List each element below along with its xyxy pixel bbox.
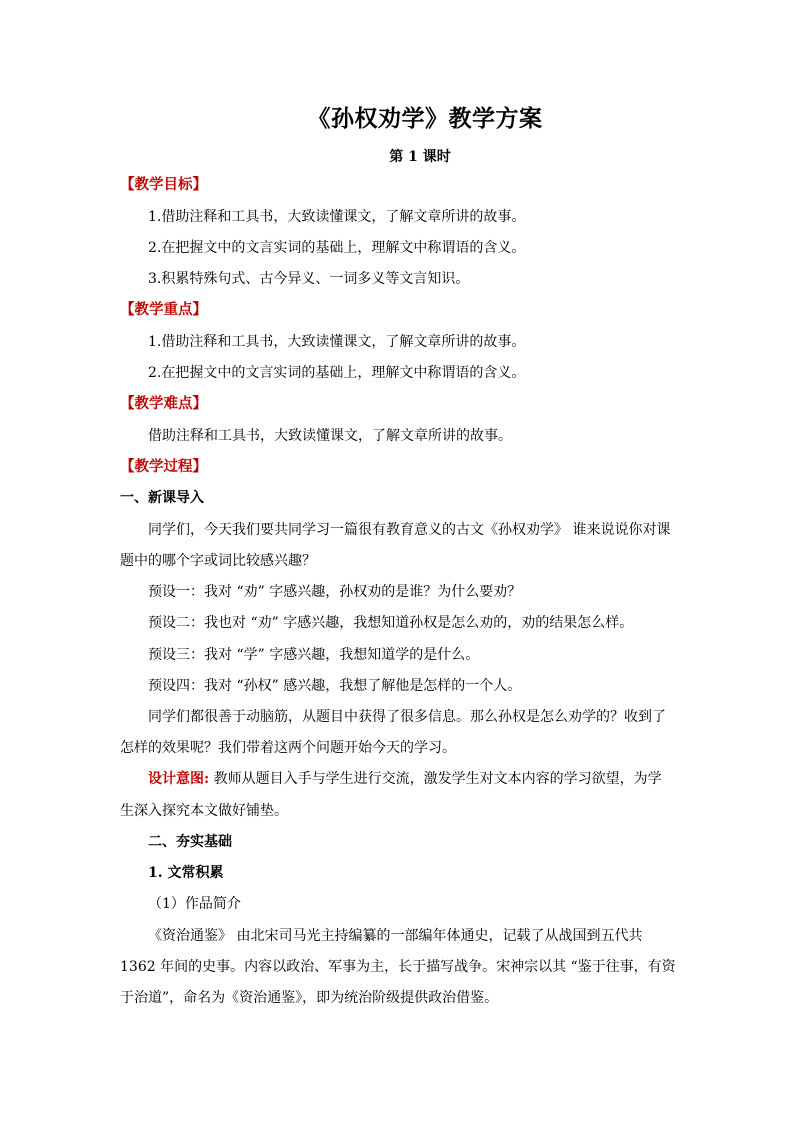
preset-answer: 预设四：我对 “孙权” 感兴趣，我想了解他是怎样的一个人。: [148, 678, 522, 694]
design-intent-line: [148, 770, 718, 788]
part2-subheading: 1. 文常积累: [148, 865, 224, 881]
book-intro-line: 《资治通鉴》 由北宋司马光主持编纂的一部编年体通史，记载了从战国到五代共: [148, 928, 643, 944]
design-intent-line: 生深入探究本文做好铺垫。: [120, 803, 288, 819]
summary-paragraph-line: 同学们都很善于动脑筋，从题目中获得了很多信息。那么孙权是怎么劝学的？收到了: [148, 709, 666, 725]
preset-answer: 预设一：我对 “劝” 字感兴趣，孙权劝的是谁？为什么要劝？: [148, 584, 522, 600]
key-point-item: 2.在把握文中的文言实词的基础上，理解文中称谓语的含义。: [148, 365, 526, 381]
preset-answer: 预设三：我对 “学” 字感兴趣，我想知道学的是什么。: [148, 647, 480, 663]
design-intent-text: 教师从题目入手与学生进行交流，激发学生对文本内容的学习欲望，为学: [209, 771, 662, 787]
goal-item: 2.在把握文中的文言实词的基础上，理解文中称谓语的含义。: [148, 240, 526, 256]
goal-item: 3.积累特殊句式、古今异义、一词多义等文言知识。: [148, 271, 470, 287]
goals-heading: 【教学目标】: [120, 176, 207, 193]
intro-paragraph-line: 同学们，今天我们要共同学习一篇很有教育意义的古文《孙权劝学》 谁来说说你对课: [148, 522, 671, 538]
difficulty-text: 借助注释和工具书，大致读懂课文，了解文章所讲的故事。: [148, 428, 512, 444]
design-intent-label: 设计意图:: [148, 771, 210, 787]
lesson-number: 第 1 课时: [389, 149, 451, 165]
summary-paragraph-line: 怎样的效果呢？我们带着这两个问题开始今天的学习。: [120, 740, 456, 756]
key-point-item: 1.借助注释和工具书，大致读懂课文，了解文章所讲的故事。: [148, 334, 526, 350]
intro-paragraph-line: 题中的哪个字或词比较感兴趣？: [120, 553, 316, 569]
process-heading: 【教学过程】: [120, 458, 207, 475]
part1-heading: 一、新课导入: [120, 490, 204, 506]
key-points-heading: 【教学重点】: [120, 301, 207, 318]
part2-heading: 二、夯实基础: [148, 834, 232, 850]
preset-answer: 预设二：我也对 “劝” 字感兴趣，我想知道孙权是怎么劝的，劝的结果怎么样。: [148, 615, 634, 631]
book-intro-line: 于治道”，命名为《资治通鉴》，即为统治阶级提供政治借鉴。: [120, 990, 499, 1006]
document-title: 《孙权劝学》教学方案: [307, 105, 543, 132]
difficulty-heading: 【教学难点】: [120, 395, 207, 412]
goal-item: 1.借助注释和工具书，大致读懂课文，了解文章所讲的故事。: [148, 209, 526, 225]
book-intro-line: 1362 年间的史事。内容以政治、军事为主，长于描写战争。宋神宗以其 “鉴于往事，有资: [120, 959, 676, 975]
part2-item: （1）作品简介: [148, 896, 241, 912]
